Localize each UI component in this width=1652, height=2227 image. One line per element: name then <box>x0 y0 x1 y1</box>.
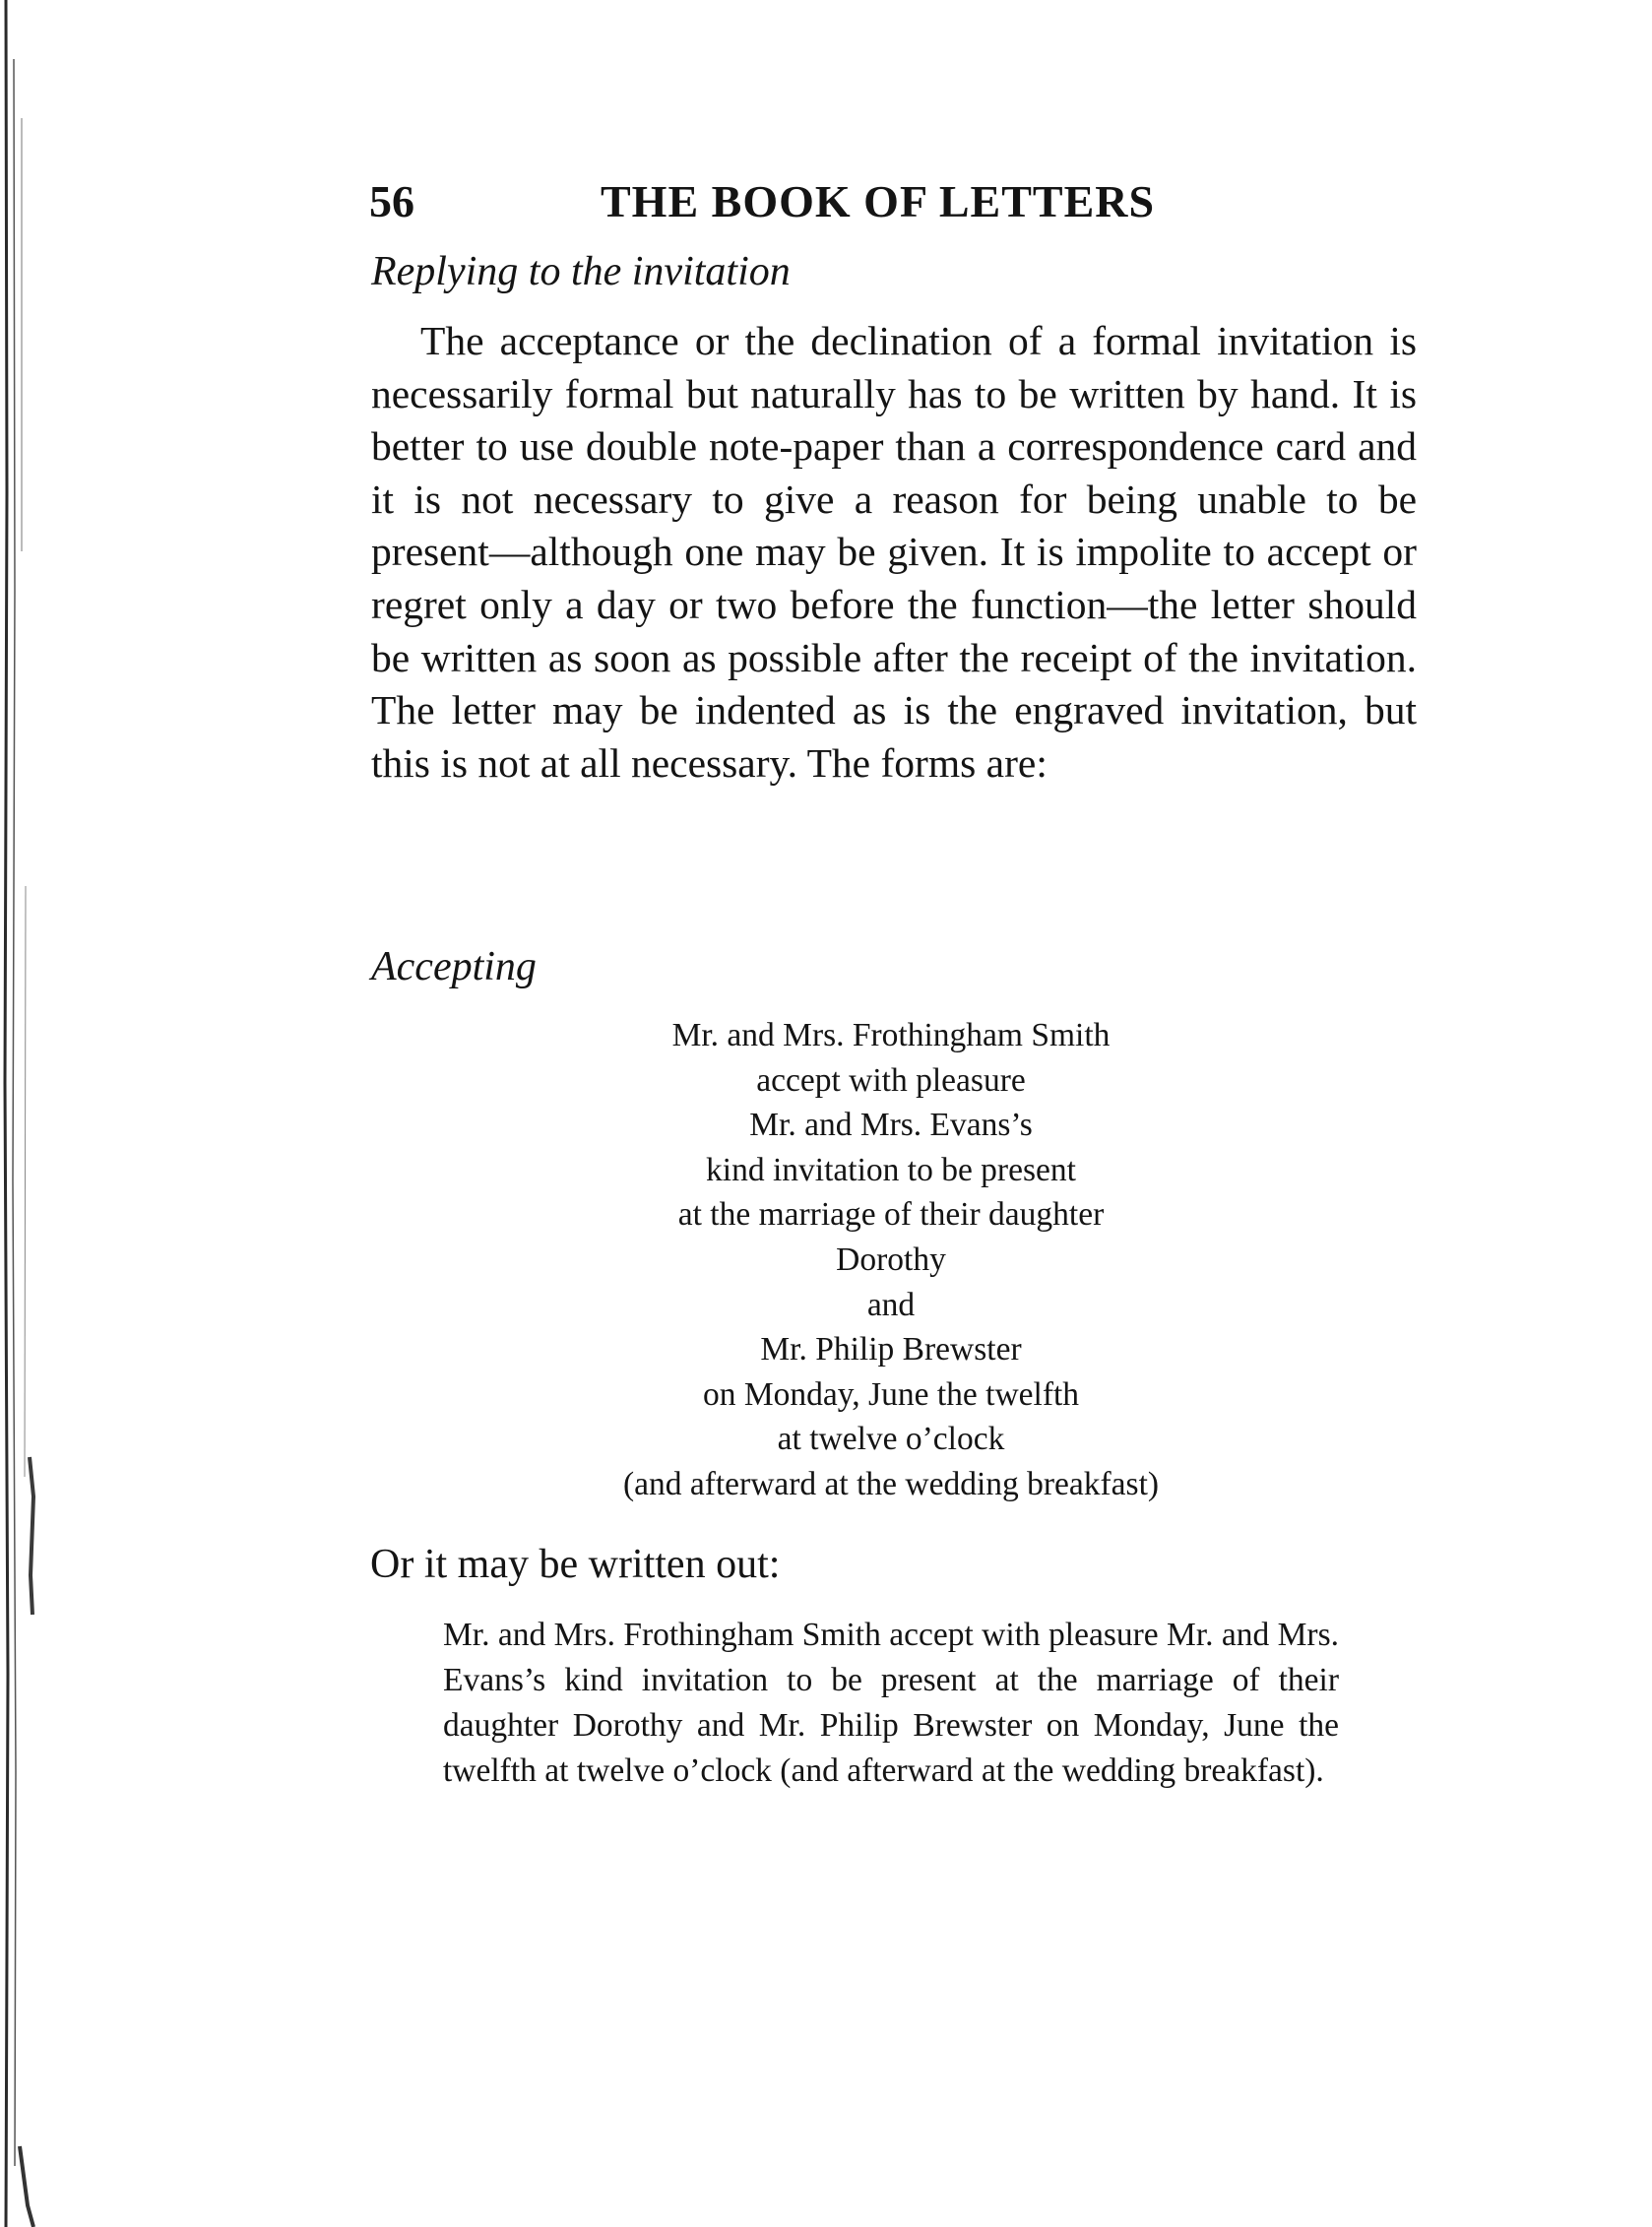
running-title: THE BOOK OF LETTERS <box>601 176 1156 226</box>
section-heading-replying: Replying to the invitation <box>371 249 791 294</box>
acceptance-form <box>512 1013 1270 1507</box>
body-paragraph: The acceptance or the declination of a formal invitation is necessarily formal but naturally has to be written by hand. It is better to use double note-paper than a correspondence card and it is not necessary to give a reason for being unable to be present—although one may be given. It is impolite to accept or regret only a day or two before the function—the letter should be written as soon as possible after the receipt of the invitation. The letter may be indented as is the engraved invitation, but this is not at all necessary. The forms are: <box>371 318 1417 786</box>
binding-edge <box>0 0 59 2227</box>
form-line: accept with pleasure <box>756 1061 1026 1099</box>
form-line: Mr. Philip Brewster <box>760 1331 1022 1368</box>
form-line: on Monday, June the twelfth <box>702 1375 1080 1413</box>
form-line: Mr. and Mrs. Evans’s <box>749 1107 1033 1144</box>
section-heading-accepting: Accepting <box>371 944 537 989</box>
page-header <box>369 175 1423 234</box>
section-heading-written-out: Or it may be written out: <box>370 1542 781 1587</box>
form-line: at the marriage of their daughter <box>677 1196 1105 1234</box>
form-line: and <box>866 1286 916 1323</box>
written-out-paragraph: Mr. and Mrs. Frothingham Smith accept with pleasure Mr. and Mrs. Evans’s kind invitation to be present at the marriage of their daughter Dorothy and Mr. Philip Brewster on Monday, June the twelfth at twelve o’clock (and afterward at the wedding breakfast). <box>443 1617 1339 1789</box>
form-line: at twelve o’clock <box>777 1421 1005 1458</box>
form-line: Mr. and Mrs. Frothingham Smith <box>671 1017 1111 1053</box>
form-line: Dorothy <box>836 1241 946 1278</box>
page-number: 56 <box>369 176 414 226</box>
form-line: kind invitation to be present <box>706 1151 1076 1188</box>
form-line: (and afterward at the wedding breakfast) <box>622 1465 1160 1502</box>
